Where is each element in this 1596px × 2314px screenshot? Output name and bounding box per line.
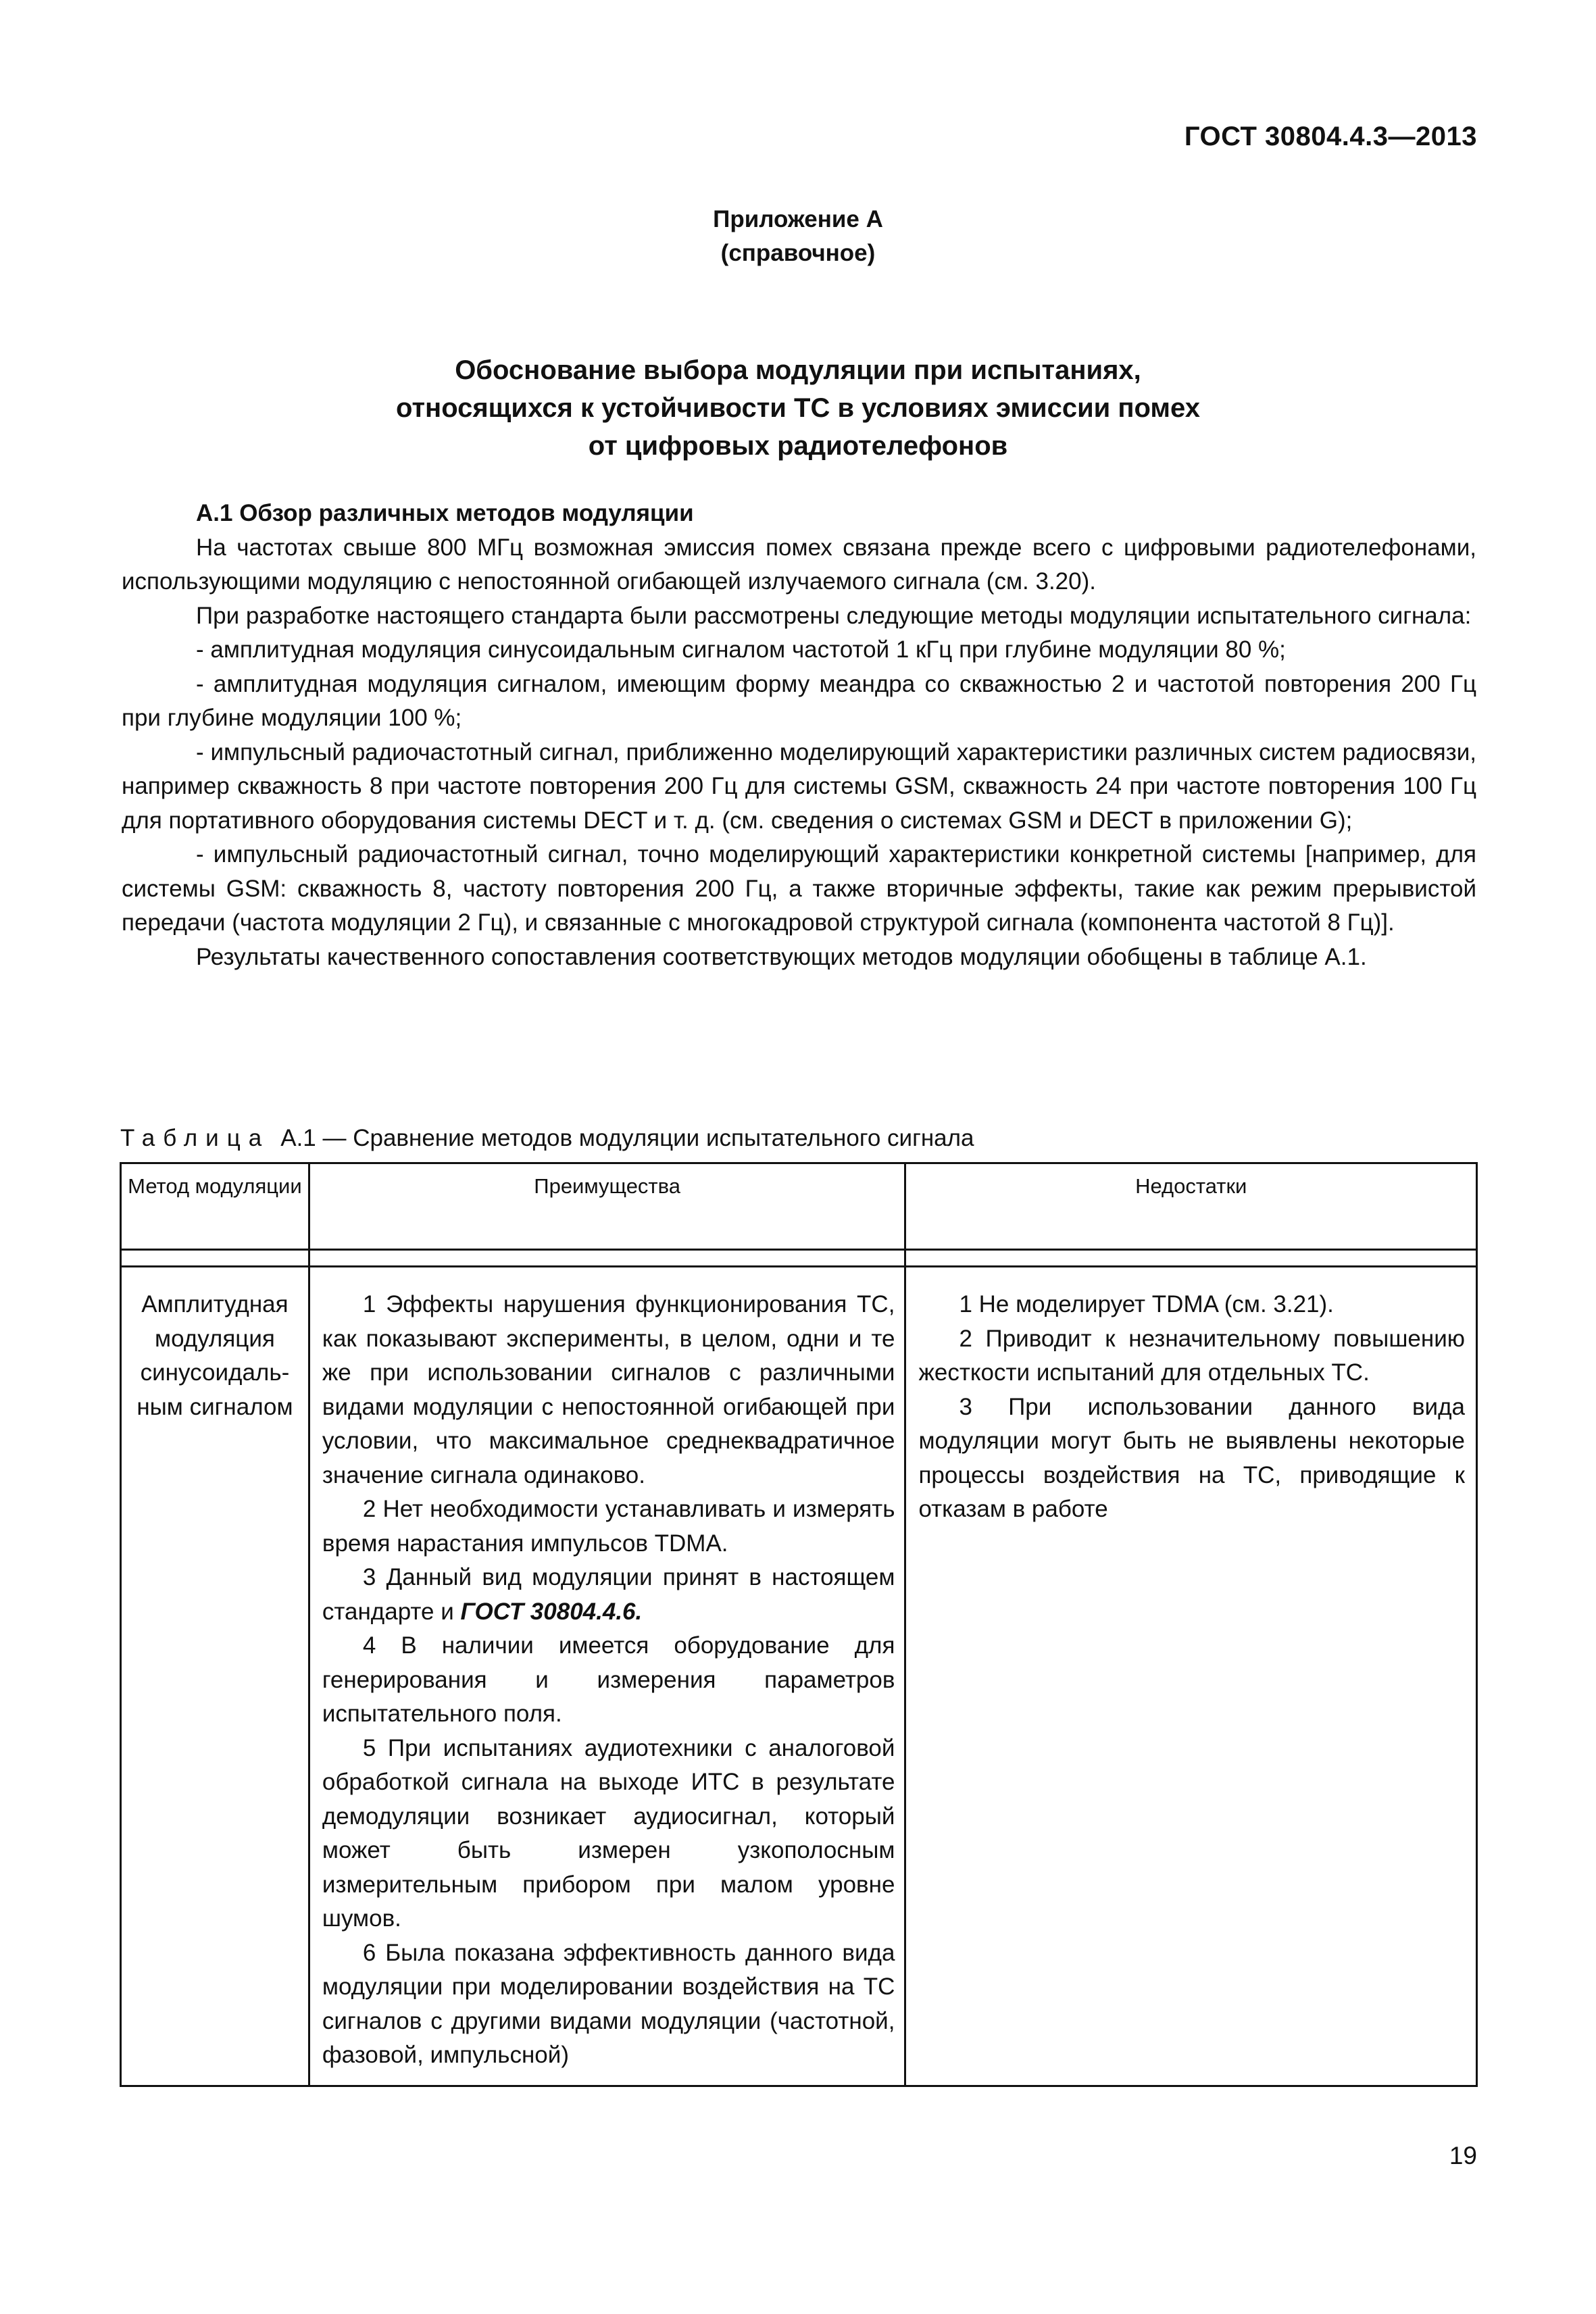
standard-reference: ГОСТ 30804.4.6. xyxy=(460,1598,643,1625)
cell-advantages xyxy=(309,1267,905,2086)
annex-heading xyxy=(0,203,1596,270)
header-advantages: Преимущества xyxy=(309,1163,905,1250)
cell-method: Амплитудная модуляция синусоидаль-ным сигналом xyxy=(121,1267,309,2086)
annex-kind: (справочное) xyxy=(720,240,876,266)
advantage-item: 1 Эффекты нарушения функционирования ТС, как показывают эксперименты, в целом, одни и те же при использовании сигналов с различными видами модуляции с непостоянной огибающей при условии, что максимальное среднеквадратичное значение сигнала одинаково. xyxy=(322,1291,895,1488)
advantage-3-text: 3 Данный вид модуляции принят в настоящем стандарте и xyxy=(322,1564,895,1625)
advantage-item: 4 В наличии имеется оборудование для генерирования и измерения параметров испытательного поля. xyxy=(322,1632,895,1727)
disadvantage-item: 3 При использовании данного вида модуляции могут быть не выявлены некоторые процессы воздействия на ТС, приводящие к отказам в работе xyxy=(918,1393,1465,1522)
list-item: - импульсный радиочастотный сигнал, приближенно моделирующий характеристики различных систем радиосвязи, например скважность 8 при частоте повторения 200 Гц для системы GSM, скважность 24 при частоте повторения 100 Гц для портативного оборудования системы DECT и т. д. (см. сведения о системах GSM и DECT в приложении G); xyxy=(122,738,1476,834)
paragraph: Результаты качественного сопоставления соответствующих методов модуляции обобщены в таблице А.1. xyxy=(196,943,1367,970)
table-caption-text: А.1 — Сравнение методов модуляции испытательного сигнала xyxy=(280,1125,974,1151)
annex-title xyxy=(0,351,1596,465)
header-method: Метод модуляции xyxy=(121,1163,309,1250)
list-item: - импульсный радиочастотный сигнал, точно моделирующий характеристики конкретной системы [например, для системы GSM: скважность 8, частоту повторения 200 Гц, а также вторичные эффекты, такие как режим прерывистой передачи (частота модуляции 2 Гц), и связанные с многокадровой структурой сигнала (компонента частотой 8 Гц)]. xyxy=(122,841,1476,936)
table-row xyxy=(121,1267,1477,2086)
table-caption-prefix: Таблица xyxy=(120,1125,270,1151)
paragraph: На частотах свыше 800 МГц возможная эмиссия помех связана прежде всего с цифровыми радиотелефонами, использующими модуляцию с непостоянной огибающей излучаемого сигнала (см. 3.20). xyxy=(122,534,1476,595)
paragraph: При разработке настоящего стандарта были рассмотрены следующие методы модуляции испытательного сигнала: xyxy=(196,602,1472,629)
header-disadvantages: Недостатки xyxy=(905,1163,1477,1250)
title-line-2: относящихся к устойчивости ТС в условиях эмиссии помех xyxy=(396,393,1200,423)
cell-disadvantages xyxy=(905,1267,1477,2086)
comparison-table xyxy=(120,1162,1478,2087)
advantage-item: 6 Была показана эффективность данного вида модуляции при моделировании воздействия на ТС сигналов с другими видами модуляции (частотной, фазовой, импульсной) xyxy=(322,1939,895,2068)
advantage-item: 2 Нет необходимости устанавливать и измерять время нарастания импульсов TDMA. xyxy=(322,1496,895,1557)
table-header-row xyxy=(121,1163,1477,1250)
disadvantage-item: 1 Не моделирует TDMA (см. 3.21). xyxy=(959,1291,1334,1317)
list-item: - амплитудная модуляция синусоидальным сигналом частотой 1 кГц при глубине модуляции 80 %; xyxy=(196,636,1286,663)
page-number: 19 xyxy=(1449,2142,1477,2169)
title-line-1: Обоснование выбора модуляции при испытаниях, xyxy=(455,355,1141,385)
section-heading: А.1 Обзор различных методов модуляции xyxy=(196,500,694,526)
disadvantage-item: 2 Приводит к незначительному повышению жесткости испытаний для отдельных ТС. xyxy=(918,1325,1465,1386)
advantage-item xyxy=(322,1561,895,1629)
document-id: ГОСТ 30804.4.3—2013 xyxy=(1184,122,1477,151)
list-item: - амплитудная модуляция сигналом, имеющим форму меандра со скважностью 2 и частотой повторения 200 Гц при глубине модуляции 100 %; xyxy=(122,670,1476,731)
title-line-3: от цифровых радиотелефонов xyxy=(588,431,1008,461)
annex-label: Приложение А xyxy=(713,206,883,232)
table-caption xyxy=(120,1122,974,1155)
section-body xyxy=(122,497,1476,974)
advantage-item: 5 При испытаниях аудиотехники с аналоговой обработкой сигнала на выходе ИТС в результате демодуляции возникает аудиосигнал, который может быть измерен узкополосным измерительным прибором при малом уровне шумов. xyxy=(322,1734,895,1932)
table-divider-row xyxy=(121,1250,1477,1267)
